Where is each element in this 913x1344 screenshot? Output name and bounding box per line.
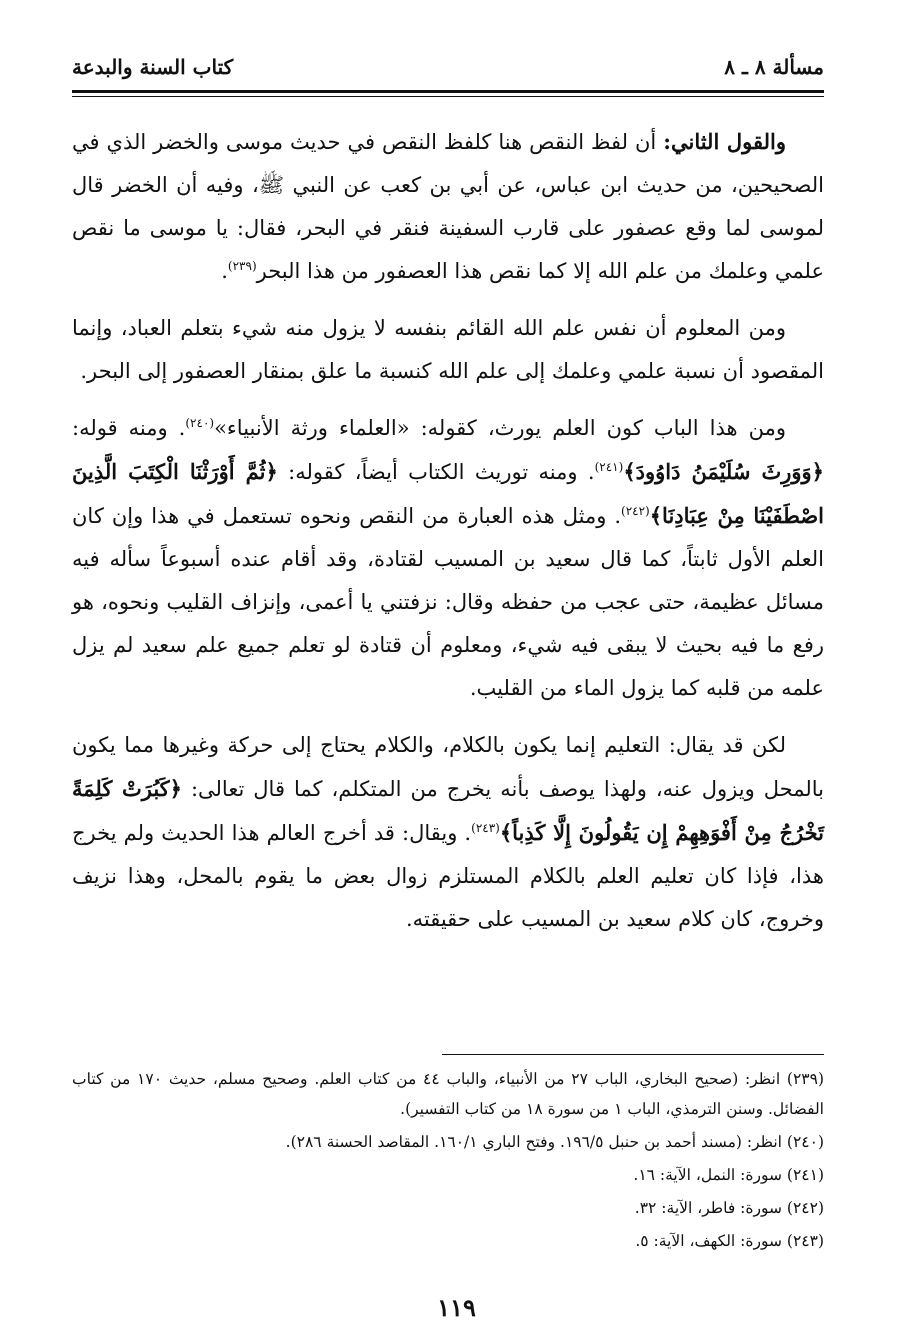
paragraph-text: . ويقال: قد أخرج العالم هذا الحديث ولم يخرج هذا، فإذا كان تعليم العلم بالكلام المستلزم زوال بعض ما يقوم بالمحل، وهذا نزيف وخروج، كان كلام سعيد بن المسيب على حقيقته. [72, 821, 824, 931]
running-header [72, 55, 824, 79]
paragraph-lead: والقول الثاني: [663, 129, 786, 154]
quran-verse: ﴿وَوَرِثَ سُلَيْمَنُ دَاوُودَ﴾ [623, 459, 824, 484]
book-title: كتاب السنة والبدعة [72, 55, 234, 79]
footnote-243: (٢٤٣) سورة: الكهف، الآية: ٥. [635, 1232, 824, 1250]
footnote-separator [442, 1054, 824, 1055]
footnote-241: (٢٤١) سورة: النمل، الآية: ١٦. [633, 1166, 824, 1184]
footnote-239: (٢٣٩) انظر: (صحيح البخاري، الباب ٢٧ من الأنبياء، والباب ٤٤ من كتاب العلم. وصحيح مسلم، حديث ١٧٠ من كتاب الفضائل. وسنن الترمذي، الباب ١ من سورة ١٨ من كتاب التفسير). [72, 1070, 825, 1118]
paragraph-3 [72, 407, 824, 710]
paragraph-2: ومن المعلوم أن نفس علم الله القائم بنفسه لا يزول منه شيء بتعلم العباد، وإنما المقصود أن نسبة علمي وعلمك إلى علم الله كنسبة ما علق بمنقار العصفور إلى البحر. [72, 316, 824, 383]
header-rule-thin [72, 96, 824, 97]
footnote-ref: (٢٤٣) [471, 821, 500, 835]
page-number: ١١٩ [437, 1293, 476, 1322]
paragraph-end: . [221, 259, 228, 283]
footnote-ref: (٢٤٠) [185, 416, 215, 430]
paragraph-text: . ومثل هذه العبارة من النقص ونحوه تستعمل في هذا وإن كان العلم الأول ثابتاً، كما قال سعيد بن المسيب لقتادة، وقد أقام عنده أسبوعاً سأله فيه مسائل عظيمة، حتى عجب من حفظه وقال: نزفتني يا أعمى، وإنزاف القليب ونحوه، هو رفع ما فيه بحيث لا يبقى فيه شيء، ومعلوم أن قتادة لو تعلم جميع علم سعيد لم يزل علمه من قلبه كما يزول الماء من القليب. [72, 504, 824, 700]
footnote-ref: (٢٤٢) [621, 504, 650, 518]
footnote-242: (٢٤٢) سورة: فاطر، الآية: ٣٢. [634, 1199, 824, 1217]
main-text [72, 120, 824, 955]
paragraph-text: . ومنه توريث الكتاب أيضاً، كقوله: [277, 460, 595, 484]
paragraph-1 [72, 120, 824, 293]
quran-verse: ﴿كَبُرَتْ كَلِمَةً تَخْرُجُ مِنْ أَفْوَهِهِمْ إِن يَقُولُونَ إِلَّا كَذِباً﴾ [72, 776, 825, 845]
footnote-240: (٢٤٠) انظر: (مسند أحمد بن حنبل ١٩٦/٥. وفتح الباري ١٦٠/١. المقاصد الحسنة ٢٨٦). [285, 1133, 824, 1151]
paragraph-text: ومن هذا الباب كون العلم يورث، كقوله: «العلماء ورثة الأنبياء» [214, 416, 786, 440]
footnote-ref: (٢٣٩) [227, 259, 257, 273]
footnotes [72, 1064, 824, 1259]
paragraph-text: . ومنه قوله: [72, 416, 186, 440]
footnote-ref: (٢٤١) [594, 460, 624, 474]
header-rule-thick [72, 90, 824, 93]
paragraph-4 [72, 724, 824, 941]
issue-label: مسألة ٨ ـ ٨ [724, 55, 824, 79]
quran-verse: ﴿ثُمَّ أَوْرَثْنَا الْكِتَبَ الَّذِينَ اصْطَفَيْنَا مِنْ عِبَادِنَا﴾ [72, 459, 824, 528]
paragraph-text: أن لفظ النقص هنا كلفظ النقص في حديث موسى والخضر الذي في الصحيحين، من حديث ابن عباس، عن أبي بن كعب عن النبي ﷺ، وفيه أن الخضر قال لموسى لما وقع عصفور على قارب السفينة فنقر في البحر، فقال: يا موسى ما نقص علمي وعلمك من علم الله إلا كما نقص هذا العصفور من هذا البحر [72, 130, 824, 283]
paragraph-text: لكن قد يقال: التعليم إنما يكون بالكلام، والكلام يحتاج إلى حركة وغيرها مما يكون بالمحل ويزول عنه، ولهذا يوصف بأنه يخرج من المتكلم، كما قال تعالى: [72, 733, 824, 801]
